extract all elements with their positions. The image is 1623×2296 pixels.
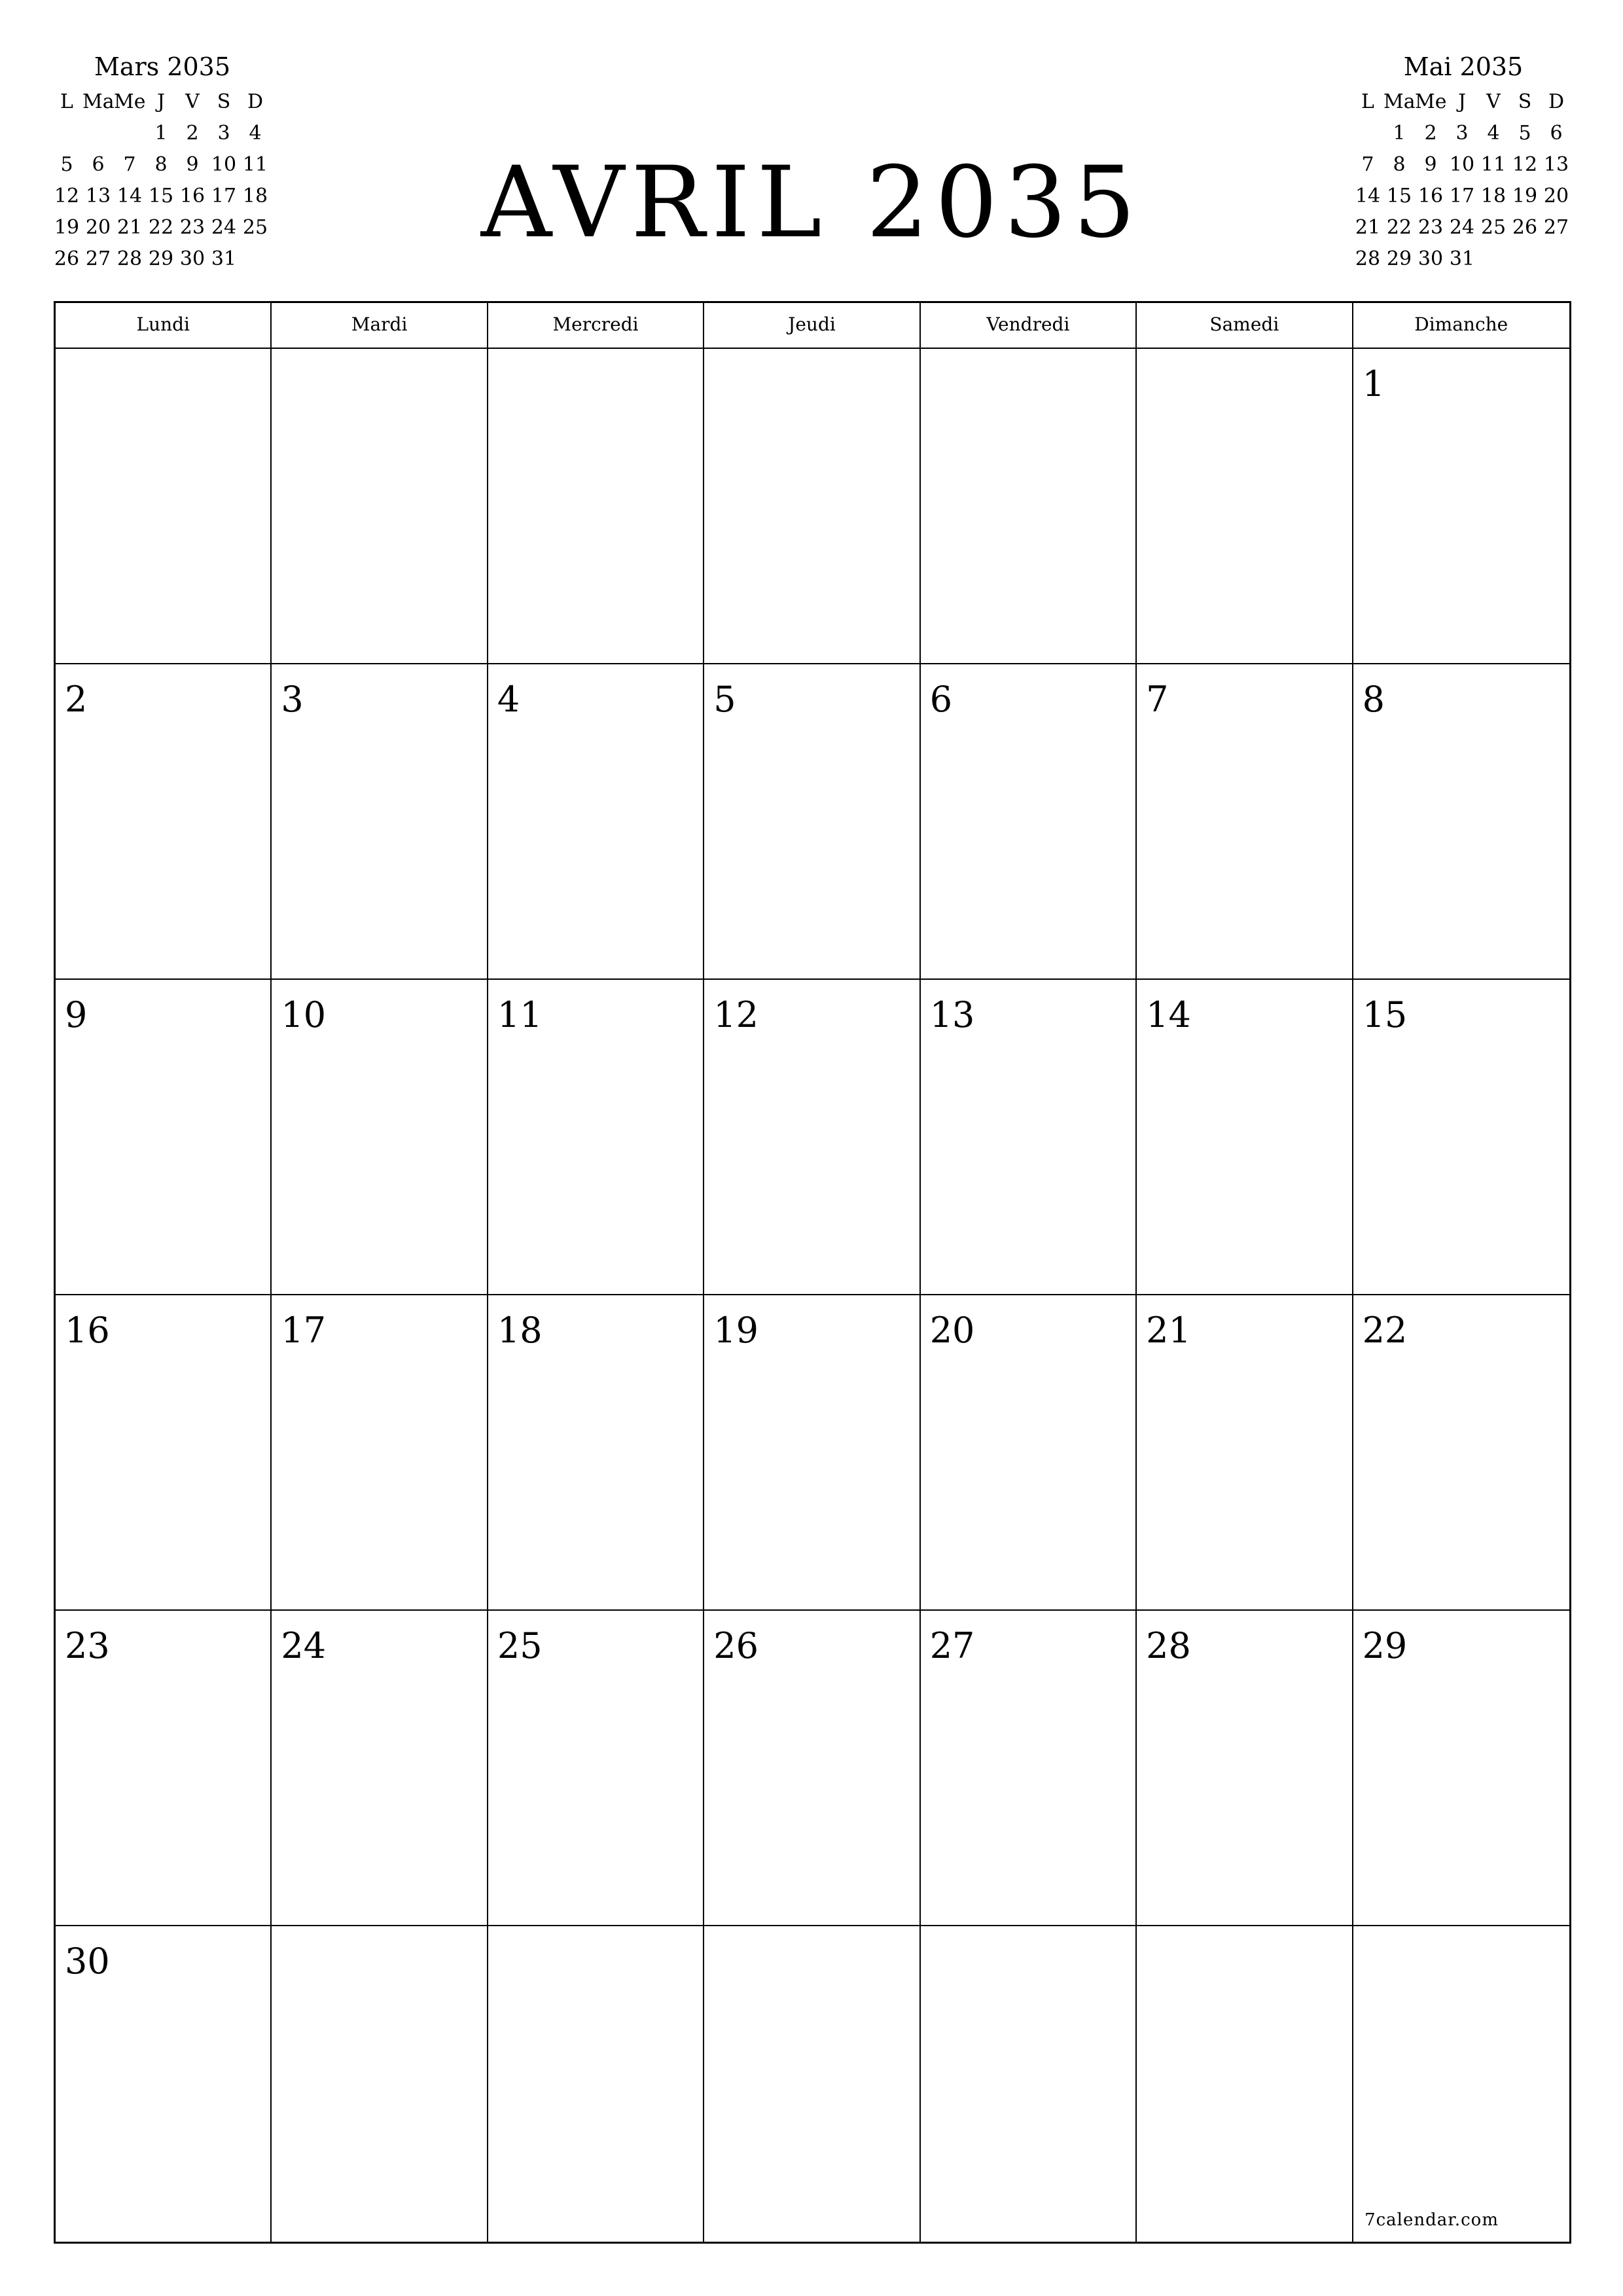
weekday-header: Mardi — [272, 303, 488, 349]
mini-day: 18 — [1480, 185, 1507, 207]
mini-weekday-header: J — [156, 90, 166, 113]
mini-day — [240, 243, 271, 275]
mini-day: 22 — [1386, 216, 1412, 239]
weekday-header: Vendredi — [921, 303, 1137, 349]
day-cell — [704, 980, 920, 1295]
mini-weekday-header: Me — [114, 90, 146, 113]
day-cell — [1353, 664, 1569, 980]
day-cell — [272, 980, 488, 1295]
mini-day: 20 — [1543, 185, 1569, 207]
mini-day: 12 — [54, 185, 80, 207]
mini-day: 17 — [1449, 185, 1475, 207]
day-cell — [488, 1611, 704, 1926]
mini-day — [114, 118, 145, 149]
mini-day: 28 — [116, 247, 143, 270]
mini-day: 23 — [1418, 216, 1444, 239]
day-cell — [1137, 1295, 1353, 1611]
month-grid — [54, 301, 1571, 2244]
mini-day: 2 — [186, 122, 199, 145]
day-cell — [56, 1295, 272, 1611]
weekday-header: Dimanche — [1353, 303, 1569, 349]
mini-day: 29 — [148, 247, 174, 270]
day-cell — [704, 1295, 920, 1611]
mini-calendar-next-month — [1352, 47, 1575, 275]
day-cell — [488, 1926, 704, 2242]
day-number: 1 — [1362, 363, 1385, 404]
mini-day: 5 — [60, 153, 73, 176]
mini-day: 30 — [1418, 247, 1444, 270]
weekday-header: Mercredi — [488, 303, 704, 349]
weekday-header: Lundi — [56, 303, 272, 349]
day-number: 2 — [65, 679, 88, 720]
day-cell — [488, 664, 704, 980]
mini-day: 9 — [1424, 153, 1437, 176]
mini-weekday-header: L — [60, 90, 73, 113]
day-number: 14 — [1146, 994, 1191, 1035]
day-cell — [921, 664, 1137, 980]
mini-weekday-header: Me — [1415, 90, 1447, 113]
mini-day: 11 — [1480, 153, 1507, 176]
mini-day: 1 — [154, 122, 168, 145]
day-number: 20 — [929, 1310, 975, 1351]
day-number: 4 — [497, 679, 520, 720]
mini-day: 6 — [92, 153, 105, 176]
day-cell — [921, 1926, 1137, 2242]
day-cell — [488, 980, 704, 1295]
day-number: 5 — [713, 679, 736, 720]
mini-day: 12 — [1512, 153, 1538, 176]
mini-calendar-grid — [51, 86, 274, 275]
day-cell — [1353, 1295, 1569, 1611]
mini-day: 6 — [1550, 122, 1563, 145]
mini-weekday-header: S — [217, 90, 231, 113]
mini-weekday-header: Ma — [1383, 90, 1416, 113]
mini-day: 21 — [116, 216, 143, 239]
mini-day: 26 — [1512, 216, 1538, 239]
day-number: 29 — [1362, 1625, 1408, 1666]
page-title: AVRIL 2035 — [480, 146, 1143, 260]
mini-day: 2 — [1424, 122, 1437, 145]
mini-day: 21 — [1355, 216, 1381, 239]
day-number: 12 — [713, 994, 758, 1035]
day-number: 6 — [929, 679, 953, 720]
day-number: 21 — [1146, 1310, 1191, 1351]
day-number: 3 — [281, 679, 304, 720]
day-cell — [704, 1611, 920, 1926]
mini-day: 10 — [211, 153, 237, 176]
watermark-text: 7calendar.com — [1364, 2210, 1499, 2230]
day-number: 22 — [1362, 1310, 1408, 1351]
day-cell — [921, 1295, 1137, 1611]
day-cell — [1353, 1611, 1569, 1926]
mini-day: 25 — [242, 216, 268, 239]
weekday-header: Samedi — [1137, 303, 1353, 349]
day-number: 18 — [497, 1310, 543, 1351]
mini-day — [1541, 243, 1572, 275]
mini-day: 5 — [1518, 122, 1531, 145]
day-cell — [1353, 349, 1569, 664]
mini-weekday-header: Ma — [82, 90, 115, 113]
day-cell — [56, 980, 272, 1295]
day-cell — [1353, 1926, 1569, 2242]
mini-day: 4 — [249, 122, 262, 145]
mini-calendar-title: Mai 2035 — [1403, 52, 1524, 81]
day-number: 8 — [1362, 679, 1385, 720]
mini-weekday-header: V — [1486, 90, 1501, 113]
mini-day: 23 — [179, 216, 205, 239]
day-cell — [704, 349, 920, 664]
mini-day: 8 — [154, 153, 168, 176]
mini-day: 14 — [1355, 185, 1381, 207]
day-cell — [1353, 980, 1569, 1295]
mini-day: 7 — [1361, 153, 1374, 176]
mini-day: 15 — [148, 185, 174, 207]
mini-day: 13 — [1543, 153, 1569, 176]
day-cell — [272, 664, 488, 980]
mini-day: 18 — [242, 185, 268, 207]
mini-weekday-header: D — [247, 90, 264, 113]
day-number: 7 — [1146, 679, 1169, 720]
mini-day: 1 — [1393, 122, 1406, 145]
day-number: 10 — [281, 994, 327, 1035]
day-cell — [272, 1295, 488, 1611]
mini-day: 24 — [211, 216, 237, 239]
day-cell — [56, 1611, 272, 1926]
day-number: 28 — [1146, 1625, 1191, 1666]
mini-day — [82, 118, 114, 149]
day-cell — [488, 349, 704, 664]
mini-day: 9 — [186, 153, 199, 176]
day-cell — [272, 349, 488, 664]
day-cell — [1137, 1926, 1353, 2242]
mini-day: 10 — [1449, 153, 1475, 176]
day-cell — [1137, 664, 1353, 980]
mini-day: 20 — [85, 216, 111, 239]
mini-day: 19 — [1512, 185, 1538, 207]
mini-day: 11 — [242, 153, 268, 176]
mini-day: 15 — [1386, 185, 1412, 207]
day-cell — [1137, 349, 1353, 664]
day-cell — [1137, 980, 1353, 1295]
mini-day: 29 — [1386, 247, 1412, 270]
day-cell — [921, 349, 1137, 664]
weekday-header: Jeudi — [704, 303, 920, 349]
mini-day — [1478, 243, 1509, 275]
day-number: 17 — [281, 1310, 327, 1351]
mini-day: 22 — [148, 216, 174, 239]
mini-calendar-grid — [1352, 86, 1575, 275]
day-cell — [272, 1926, 488, 2242]
day-number: 11 — [497, 994, 543, 1035]
day-number: 25 — [497, 1625, 543, 1666]
day-number: 27 — [929, 1625, 975, 1666]
day-number: 30 — [65, 1941, 110, 1982]
mini-weekday-header: V — [185, 90, 200, 113]
day-cell — [488, 1295, 704, 1611]
mini-day: 8 — [1393, 153, 1406, 176]
mini-weekday-header: L — [1361, 90, 1374, 113]
mini-day: 25 — [1480, 216, 1507, 239]
mini-day: 27 — [1543, 216, 1569, 239]
mini-day: 13 — [85, 185, 111, 207]
day-cell — [921, 1611, 1137, 1926]
mini-weekday-header: D — [1548, 90, 1565, 113]
mini-day: 3 — [1455, 122, 1469, 145]
day-cell — [56, 1926, 272, 2242]
mini-weekday-header: S — [1518, 90, 1532, 113]
mini-day: 30 — [179, 247, 205, 270]
day-cell — [704, 1926, 920, 2242]
day-number: 26 — [713, 1625, 758, 1666]
mini-day: 28 — [1355, 247, 1381, 270]
day-number: 9 — [65, 994, 88, 1035]
day-number: 15 — [1362, 994, 1408, 1035]
day-cell — [704, 664, 920, 980]
mini-day: 31 — [1449, 247, 1475, 270]
mini-day: 7 — [123, 153, 136, 176]
mini-day: 24 — [1449, 216, 1475, 239]
mini-day: 19 — [54, 216, 80, 239]
day-cell — [56, 349, 272, 664]
mini-calendar-previous-month — [51, 47, 274, 275]
mini-day: 16 — [1418, 185, 1444, 207]
day-number: 16 — [65, 1310, 110, 1351]
mini-day: 3 — [217, 122, 230, 145]
mini-day: 27 — [85, 247, 111, 270]
day-cell — [1137, 1611, 1353, 1926]
mini-day: 26 — [54, 247, 80, 270]
day-cell — [921, 980, 1137, 1295]
day-number: 23 — [65, 1625, 110, 1666]
day-cell — [272, 1611, 488, 1926]
mini-day: 16 — [179, 185, 205, 207]
day-number: 24 — [281, 1625, 327, 1666]
day-number: 19 — [713, 1310, 758, 1351]
mini-calendar-title: Mars 2035 — [94, 52, 231, 81]
mini-day — [1352, 118, 1383, 149]
mini-day: 31 — [211, 247, 237, 270]
mini-day — [1509, 243, 1541, 275]
mini-day: 14 — [116, 185, 143, 207]
day-cell — [56, 664, 272, 980]
mini-day — [51, 118, 82, 149]
day-number: 13 — [929, 994, 975, 1035]
mini-day: 4 — [1487, 122, 1500, 145]
mini-weekday-header: J — [1457, 90, 1467, 113]
mini-day: 17 — [211, 185, 237, 207]
